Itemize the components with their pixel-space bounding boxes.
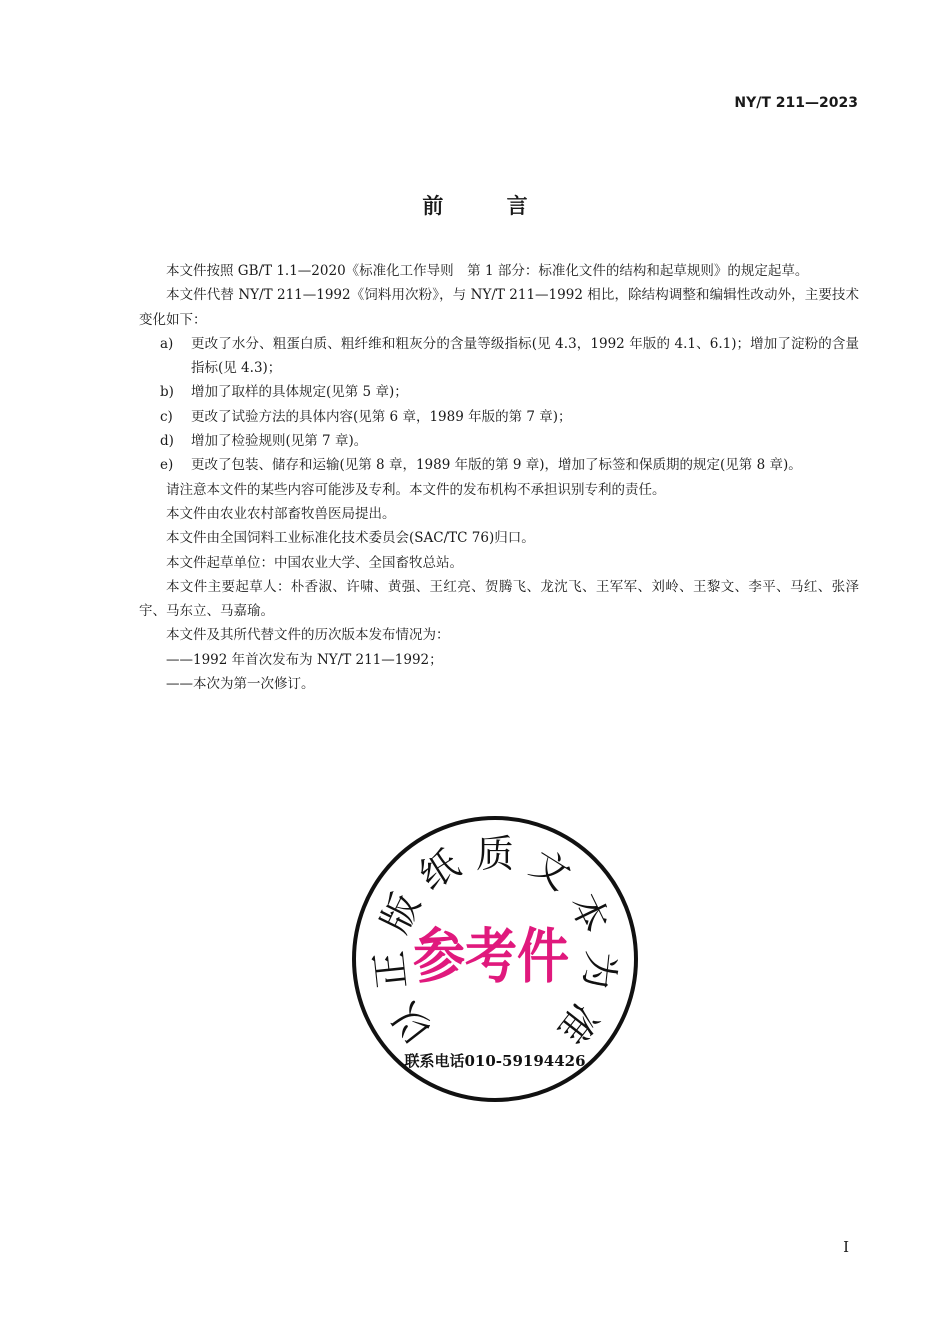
paragraph-drafting-units: 本文件起草单位：中国农业大学、全国畜牧总站。	[166, 554, 463, 571]
list-item	[139, 380, 859, 404]
stamp-ring-char: 以	[383, 995, 442, 1053]
paragraph-drafters: 本文件主要起草人：朴香淑、许啸、黄强、王红亮、贺腾飞、龙沈飞、王军军、刘岭、王黎文、李平、马红、张泽宇、马东立、马嘉瑜。	[139, 578, 859, 620]
paragraph-replacement: 本文件代替 NY/T 211—1992《饲料用次粉》，与 NY/T 211—1992 相比，除结构调整和编辑性改动外，主要技术变化如下：	[139, 287, 859, 328]
list-item	[139, 405, 859, 429]
list-marker: c)	[160, 408, 173, 425]
paragraph-history-current: ——本次为第一次修订。	[166, 676, 315, 693]
list-text: 更改了水分、粗蛋白质、粗纤维和粗灰分的含量等级指标(见 4.3，1992 年版的 4.1、6.1)；增加了淀粉的含量指标(见 4.3)；	[191, 335, 859, 377]
paragraph-history-intro: 本文件及其所代替文件的历次版本发布情况为：	[166, 627, 450, 644]
stamp-ring-char: 质	[475, 832, 515, 876]
page-number: I	[843, 1238, 849, 1256]
stamp-ring-char: 文	[522, 841, 579, 899]
list-text: 增加了取样的具体规定(见第 5 章)；	[191, 384, 408, 401]
list-item	[139, 453, 859, 477]
list-text: 更改了试验方法的具体内容(见第 6 章，1989 年版的第 7 章)；	[191, 408, 572, 425]
list-item	[139, 429, 859, 453]
stamp-center-text: 参考件	[413, 922, 569, 992]
list-text: 增加了检验规则(见第 7 章)。	[191, 433, 368, 450]
paragraph-drafting-basis: 本文件按照 GB/T 1.1—2020《标准化工作导则 第 1 部分：标准化文件的结构和起草规则》的规定起草。	[166, 263, 809, 279]
page-title: 前 言	[422, 194, 556, 218]
paragraph-patent-notice: 请注意本文件的某些内容可能涉及专利。本文件的发布机构不承担识别专利的责任。	[166, 481, 666, 498]
reference-stamp	[351, 815, 639, 1103]
stamp-ring-char: 本	[561, 886, 618, 940]
list-text: 更改了包装、储存和运输(见第 8 章，1989 年版的第 9 章)，增加了标签和保质期的规定(见第 8 章)。	[191, 457, 802, 474]
stamp-ring-char: 为	[575, 948, 624, 992]
paragraph-committee: 本文件由全国饲料工业标准化技术委员会(SAC/TC 76)归口。	[166, 530, 535, 547]
paragraph-proposer: 本文件由农业农村部畜牧兽医局提出。	[166, 505, 396, 522]
document-body	[139, 259, 859, 696]
stamp-phone: 联系电话010-59194426	[404, 1052, 586, 1070]
paragraph-history-1992: ——1992 年首次发布为 NY/T 211—1992；	[166, 651, 443, 668]
stamp-ring-char: 正	[366, 948, 415, 992]
list-marker: a)	[160, 335, 174, 352]
stamp-ring-char: 纸	[411, 841, 468, 899]
stamp-ring-char: 准	[548, 995, 607, 1053]
stamp-ring-char: 版	[372, 886, 429, 940]
list-item	[139, 332, 859, 381]
list-marker: b)	[160, 384, 174, 401]
list-marker: e)	[160, 457, 174, 474]
standard-code: NY/T 211—2023	[734, 95, 858, 111]
list-marker: d)	[160, 433, 174, 450]
